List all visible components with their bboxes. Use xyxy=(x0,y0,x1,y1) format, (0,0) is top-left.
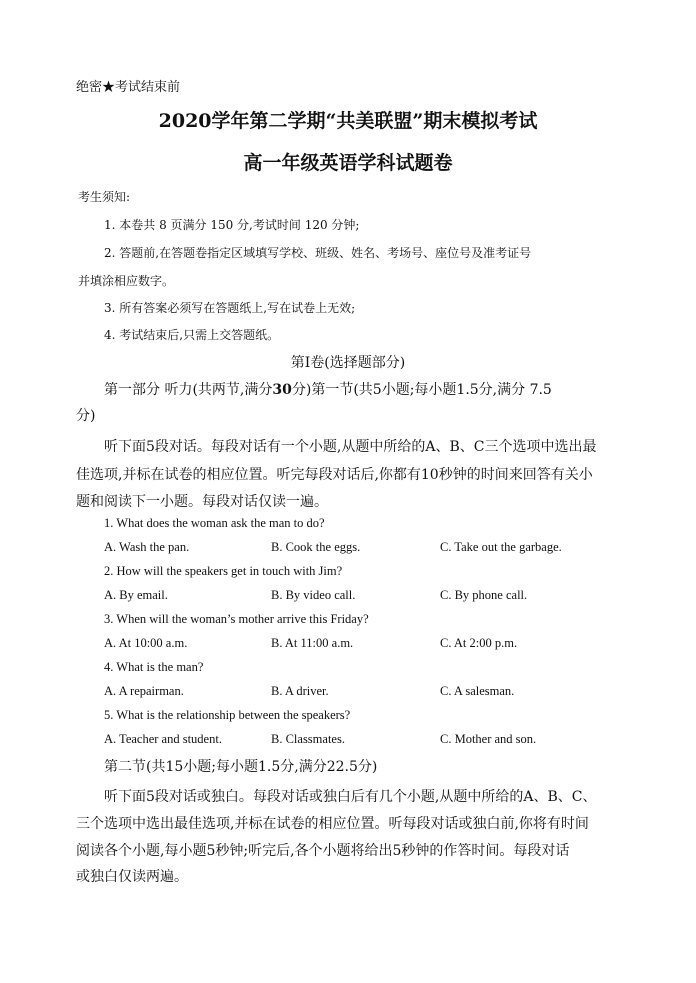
question-2-option-b: B. By video call. xyxy=(271,588,356,602)
instructions2-line-1: 听下面5段对话或独白。每段对话或独白后有几个小题,从题中所给的A、B、C、 xyxy=(104,789,597,805)
question-4-option-a: A. A repairman. xyxy=(104,684,184,698)
notice-item-2-cont: 并填涂相应数字。 xyxy=(78,274,175,288)
exam-title: 2020学年第二学期“共美联盟”期末模拟考试 xyxy=(158,110,538,132)
question-2-option-a: A. By email. xyxy=(104,588,168,602)
notice-item-2: 2. 答题前,在答题卷指定区域填写学校、班级、姓名、考场号、座位号及准考证号 xyxy=(104,246,532,260)
instructions2-line-3: 阅读各个小题,每小题5秒钟;听完后,各个小题将给出5秒钟的作答时间。每段对话 xyxy=(76,843,570,859)
listening-heading-cont: 分) xyxy=(76,408,96,424)
instructions1-line-2: 佳选项,并标在试卷的相应位置。听完每段对话后,你都有10秒钟的时间来回答有关小 xyxy=(76,467,593,483)
question-5-option-a: A. Teacher and student. xyxy=(104,732,222,746)
notice-item-3: 3. 所有答案必须写在答题纸上,写在试卷上无效; xyxy=(104,301,356,315)
listening-heading-text-a: 第一部分 听力(共两节,满分 xyxy=(104,382,273,398)
question-1-option-b: B. Cook the eggs. xyxy=(271,540,361,554)
notice-item-1: 1. 本卷共 8 页满分 150 分,考试时间 120 分钟; xyxy=(104,218,360,232)
instructions2-line-2: 三个选项中选出最佳选项,并标在试卷的相应位置。听每段对话或独白前,你将有时间 xyxy=(76,816,589,832)
listening-heading-text-b: 分)第一节(共5小题;每小题1.5分,满分 7.5 xyxy=(291,382,552,398)
question-3-option-c: C. At 2:00 p.m. xyxy=(440,636,518,650)
question-1-option-a: A. Wash the pan. xyxy=(104,540,190,554)
question-4-option-c: C. A salesman. xyxy=(440,684,515,698)
listening-heading-score: 30 xyxy=(272,382,292,398)
question-5-option-b: B. Classmates. xyxy=(271,732,345,746)
question-2: 2. How will the speakers get in touch with Jim? xyxy=(104,564,343,578)
question-3-option-b: B. At 11:00 a.m. xyxy=(271,636,354,650)
instructions1-line-3: 题和阅读下一小题。每段对话仅读一遍。 xyxy=(76,494,328,510)
question-4: 4. What is the man? xyxy=(104,660,204,674)
question-5-option-c: C. Mother and son. xyxy=(440,732,537,746)
listening-heading xyxy=(104,379,552,399)
instructions2-line-4: 或独白仅读两遍。 xyxy=(76,869,188,885)
instructions1-line-1: 听下面5段对话。每段对话有一个小题,从题中所给的A、B、C三个选项中选出最 xyxy=(104,439,597,455)
question-5: 5. What is the relationship between the speakers? xyxy=(104,708,351,722)
section2-heading: 第二节(共15小题;每小题1.5分,满分22.5分) xyxy=(104,759,378,775)
exam-subtitle: 高一年级英语学科试题卷 xyxy=(243,152,453,174)
notice-item-4: 4. 考试结束后,只需上交答题纸。 xyxy=(104,328,280,342)
question-3: 3. When will the woman’s mother arrive this Friday? xyxy=(104,612,369,626)
notice-heading: 考生须知: xyxy=(78,190,131,204)
secret-label: 绝密★考试结束前 xyxy=(76,80,181,95)
question-2-option-c: C. By phone call. xyxy=(440,588,528,602)
question-1: 1. What does the woman ask the man to do? xyxy=(104,516,325,530)
question-1-option-c: C. Take out the garbage. xyxy=(440,540,562,554)
question-3-option-a: A. At 10:00 a.m. xyxy=(104,636,188,650)
part-title: 第I卷(选择题部分) xyxy=(290,355,406,371)
question-4-option-b: B. A driver. xyxy=(271,684,329,698)
